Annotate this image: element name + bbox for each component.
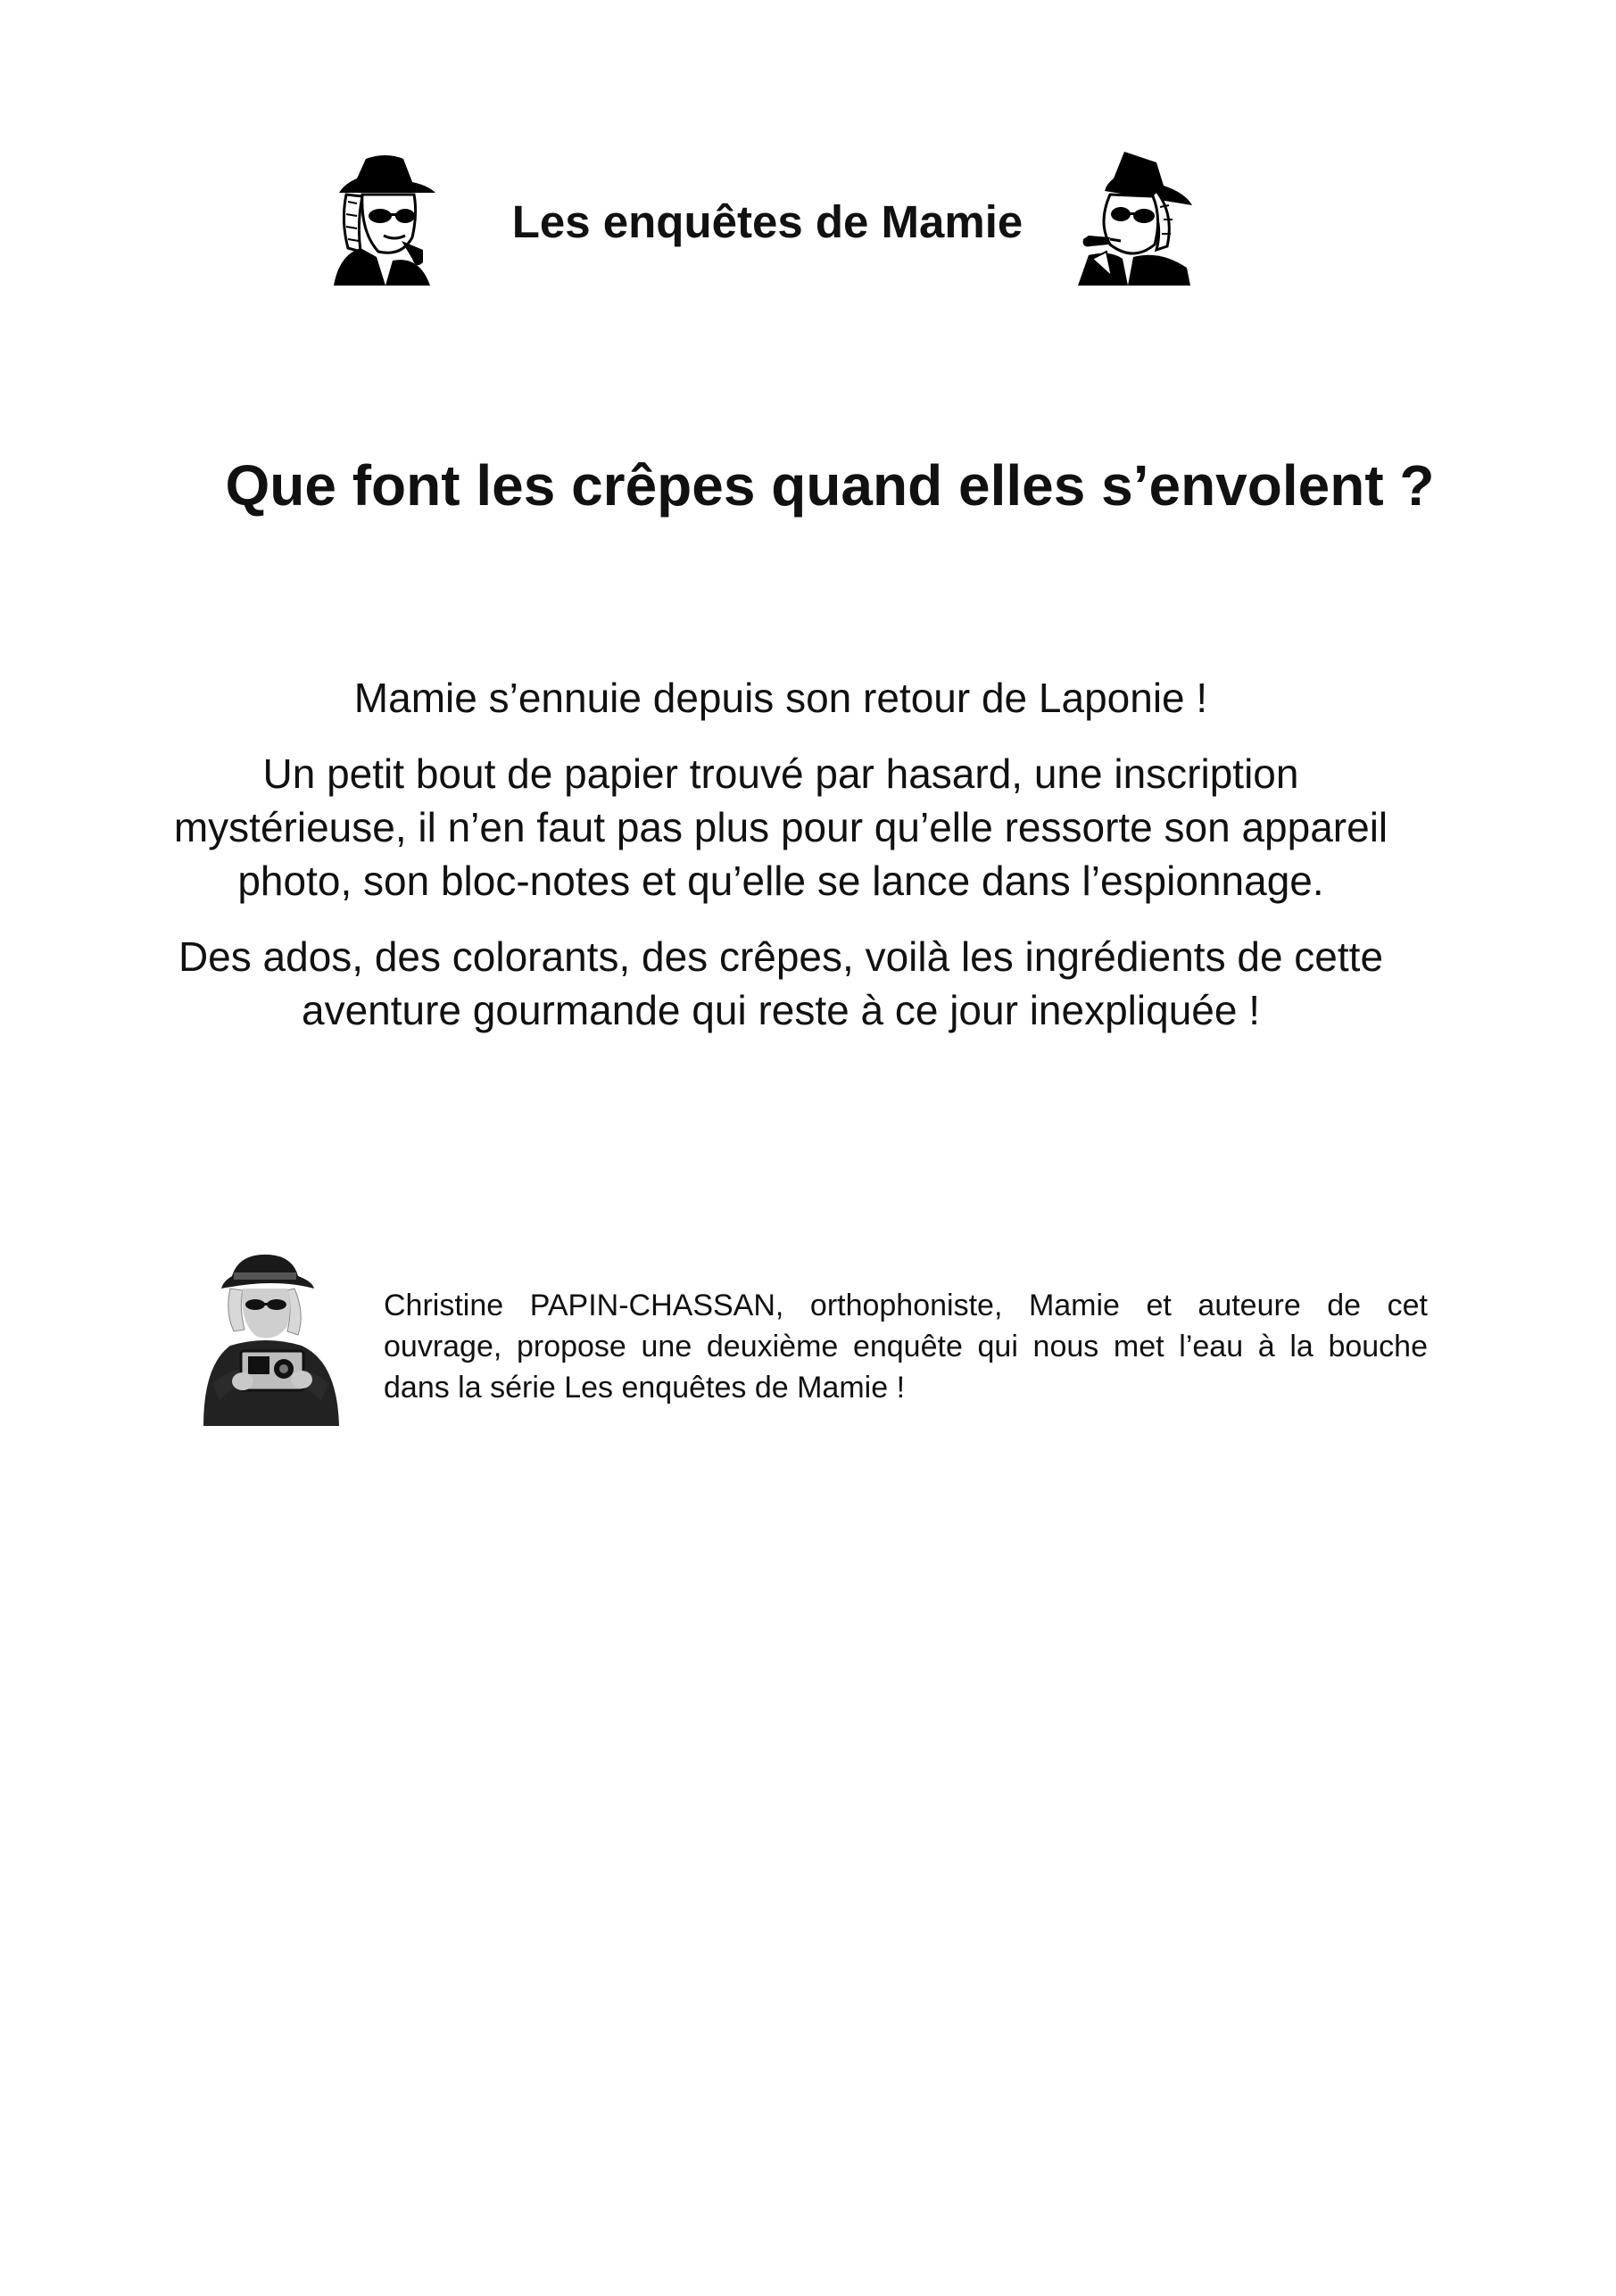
series-header (321, 147, 1222, 290)
author-bio: Christine PAPIN-CHASSAN, orthophoniste, Mamie et auteure de cet ouvrage, propose une deuxième enquête qui nous met l’eau à la bouche dans la série Les enquêtes de Mamie ! (384, 1289, 1428, 1405)
spy-grandma-icon (1071, 152, 1196, 286)
author-photo (195, 1249, 346, 1426)
spy-grandma-icon (330, 152, 446, 286)
series-title: Les enquêtes de Mamie (511, 196, 1023, 247)
book-title: Que font les crêpes quand elles s’envolent ? (225, 453, 1435, 518)
blurb (98, 671, 1463, 1059)
blurb-paragraph: Un petit bout de papier trouvé par hasard, une inscription mystérieuse, il n’en faut pas plus pour qu’elle ressorte son appareil photo, son bloc-notes et qu’elle se lance dans l’espionnage. (173, 750, 1388, 904)
blurb-paragraph: Mamie s’ennuie depuis son retour de Laponie ! (353, 675, 1208, 721)
blurb-paragraph: Des ados, des colorants, des crêpes, voilà les ingrédients de cette aventure gourmande qui reste à ce jour inexpliquée ! (178, 933, 1384, 1033)
